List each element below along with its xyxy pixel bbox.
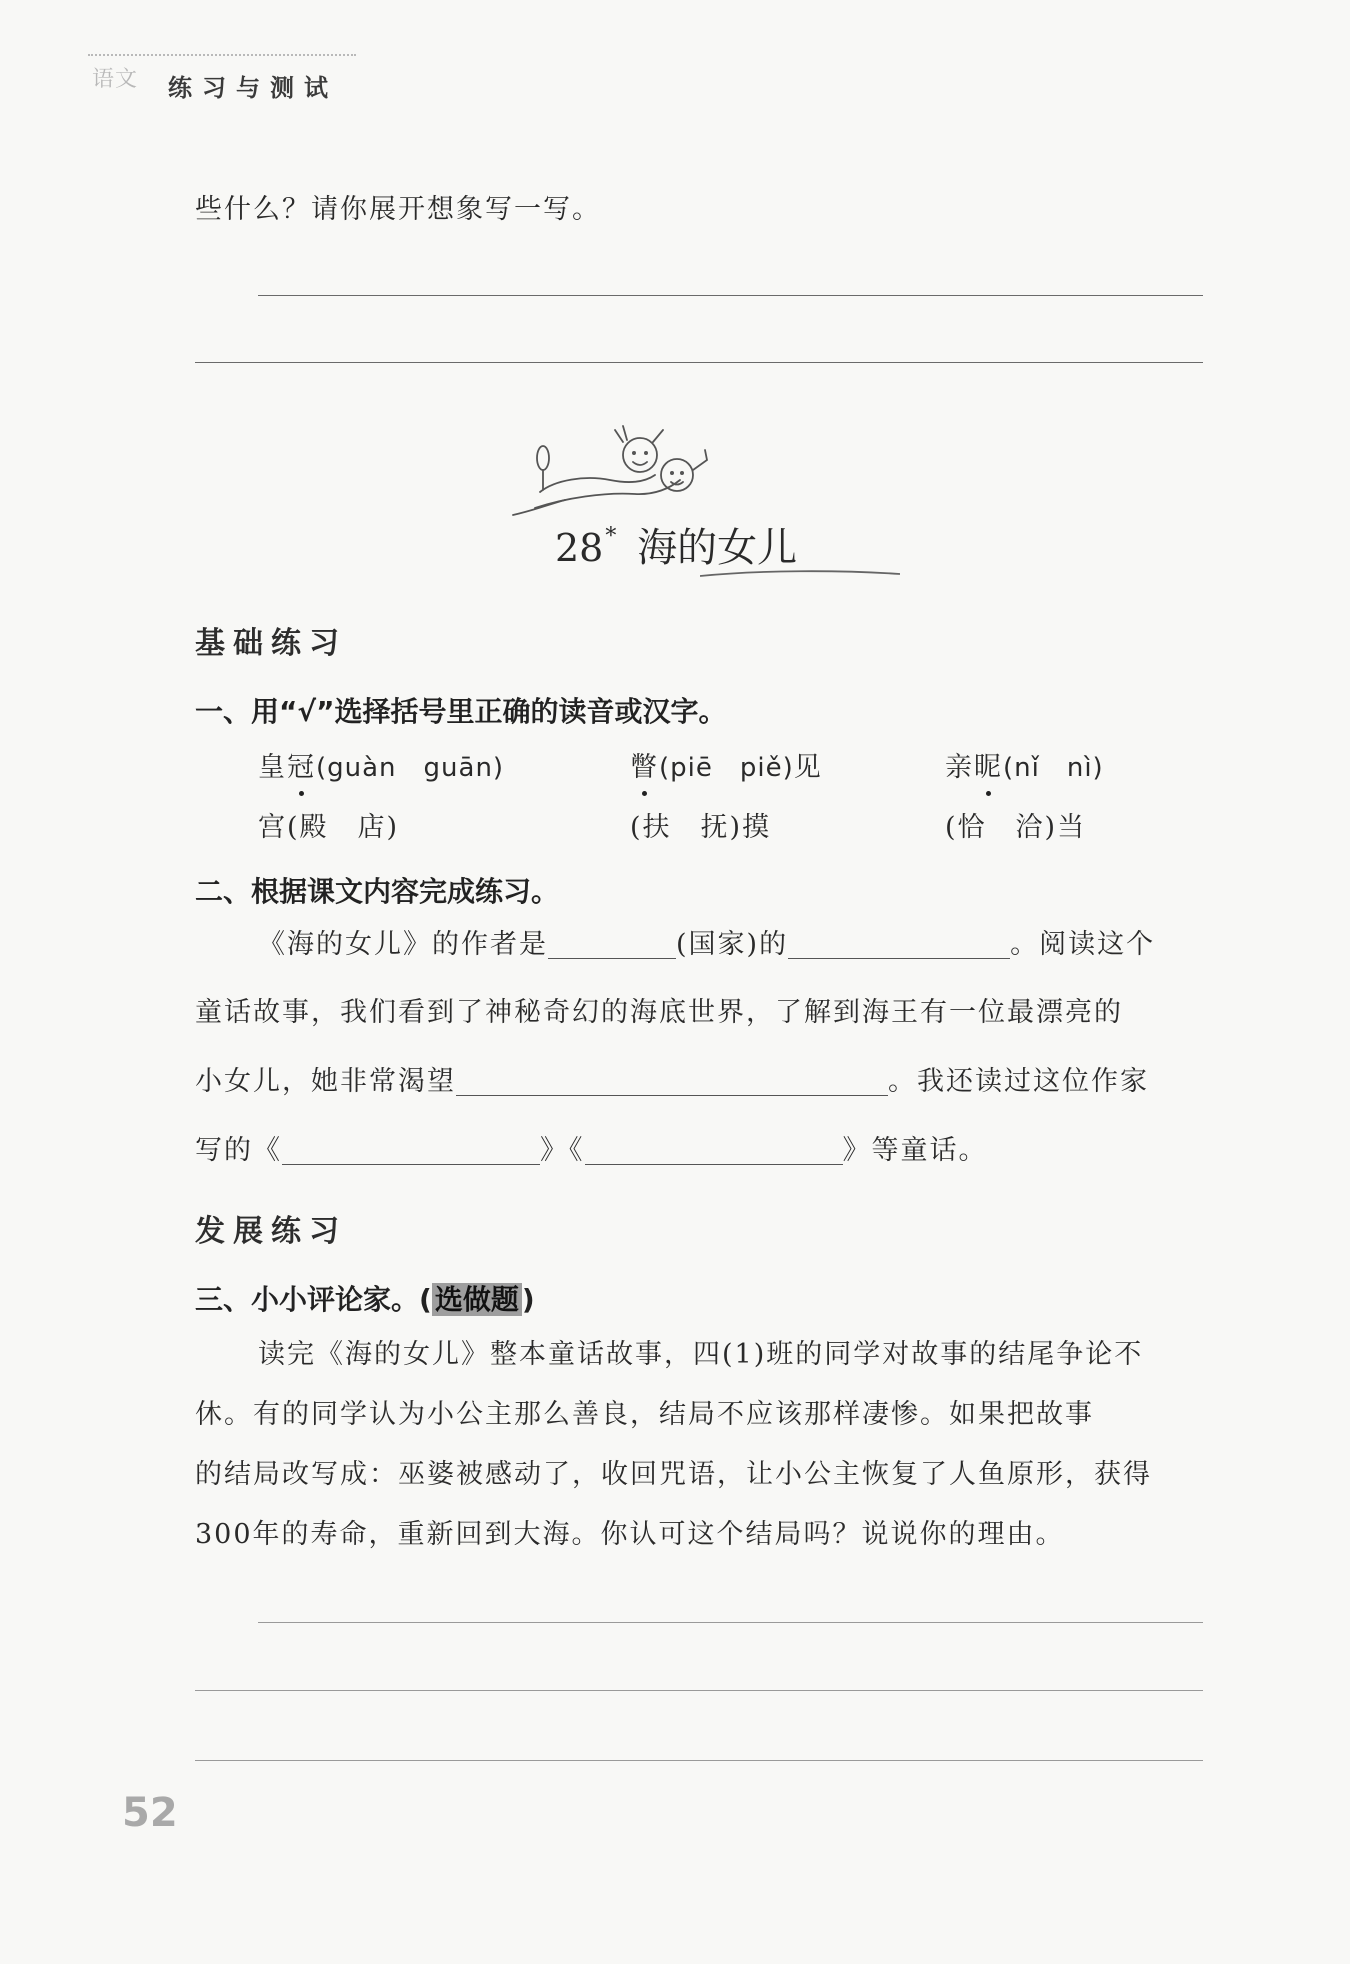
lesson-star-mark: * [605,524,617,549]
answer-line[interactable] [195,1690,1203,1691]
q1-item-char: 皇 [258,752,287,783]
q2-text: (国家)的 [676,929,789,960]
q3-paragraph-line: 休。有的同学认为小公主那么善良，结局不应该那样凄惨。如果把故事 [195,1399,1094,1430]
q1-dotted-char: 瞥 [630,748,659,788]
q1-dotted-char: 冠 [287,748,316,788]
title-underline-decoration [700,568,900,582]
q3-paragraph-line: 读完《海的女儿》整本童话故事，四(1)班的同学对故事的结尾争论不 [258,1339,1144,1370]
q1-item-huangguan [258,748,504,788]
answer-line[interactable] [195,1760,1203,1761]
q3-heading-text: 三、小小评论家。( [195,1283,432,1316]
book-title-blank-2[interactable] [585,1134,843,1165]
q1-dotted-char: 昵 [974,748,1003,788]
q1-item-char: 见 [793,752,823,783]
header-title: 练习与测试 [168,74,338,102]
q2-text: 写的《 [195,1135,282,1166]
q1-item-qinni [945,748,1104,788]
lesson-title [555,516,797,573]
answer-line [258,295,1203,296]
continuation-text: 些什么？请你展开想象写一写。 [195,194,601,225]
q1-pinyin-options[interactable]: (guàn guān) [316,753,505,783]
q2-line-4 [195,1131,988,1171]
question-2-heading: 二、根据课文内容完成练习。 [195,875,560,908]
lesson-number: 28 [555,526,604,570]
q3-paragraph-line: 的结局改写成：巫婆被感动了，收回咒语，让小公主恢复了人鱼原形，获得 [195,1459,1152,1490]
wish-blank[interactable] [456,1065,888,1096]
q1-pinyin-options[interactable]: (piē piě) [659,753,794,783]
optional-badge: 选做题 [432,1283,522,1316]
q1-item-piejian [630,748,823,788]
children-illustration [495,420,735,520]
q3-paragraph-line: 300年的寿命，重新回到大海。你认可这个结局吗？说说你的理由。 [195,1519,1065,1550]
q1-item-qiadang[interactable]: (恰 洽)当 [945,812,1087,843]
q2-text: 小女儿，她非常渴望 [195,1066,456,1097]
q3-heading-text: ) [521,1283,535,1316]
answer-line[interactable] [258,1622,1203,1623]
author-blank[interactable] [788,928,1010,959]
q1-item-fumo[interactable]: (扶 抚)摸 [630,812,772,843]
q2-text: 。我还读过这位作家 [888,1066,1149,1097]
header-subject: 语文 [92,67,139,92]
q2-text: 》等童话。 [842,1135,988,1166]
question-1-heading: 一、用“√”选择括号里正确的读音或汉字。 [195,695,727,728]
section-heading-development: 发展练习 [195,1214,347,1249]
header-divider [88,54,356,56]
q1-item-gongdian[interactable]: 宫(殿 店) [258,812,400,843]
q2-text: 《海的女儿》的作者是 [258,929,548,960]
answer-line [195,362,1203,363]
q2-line-2: 童话故事，我们看到了神秘奇幻的海底世界，了解到海王有一位最漂亮的 [195,997,1123,1028]
book-title-blank-1[interactable] [282,1134,540,1165]
q1-pinyin-options[interactable]: (nǐ nì) [1003,753,1104,783]
lesson-name: 海的女儿 [637,525,798,571]
q1-item-char: 亲 [945,752,974,783]
q2-text: 。阅读这个 [1010,929,1156,960]
page-number: 52 [122,1790,178,1836]
question-3-heading [195,1278,535,1318]
country-blank[interactable] [548,928,676,959]
q2-line-3 [195,1062,1149,1102]
q2-line-1 [258,925,1155,965]
q2-text: 》《 [540,1135,585,1166]
section-heading-basic: 基础练习 [195,626,347,661]
